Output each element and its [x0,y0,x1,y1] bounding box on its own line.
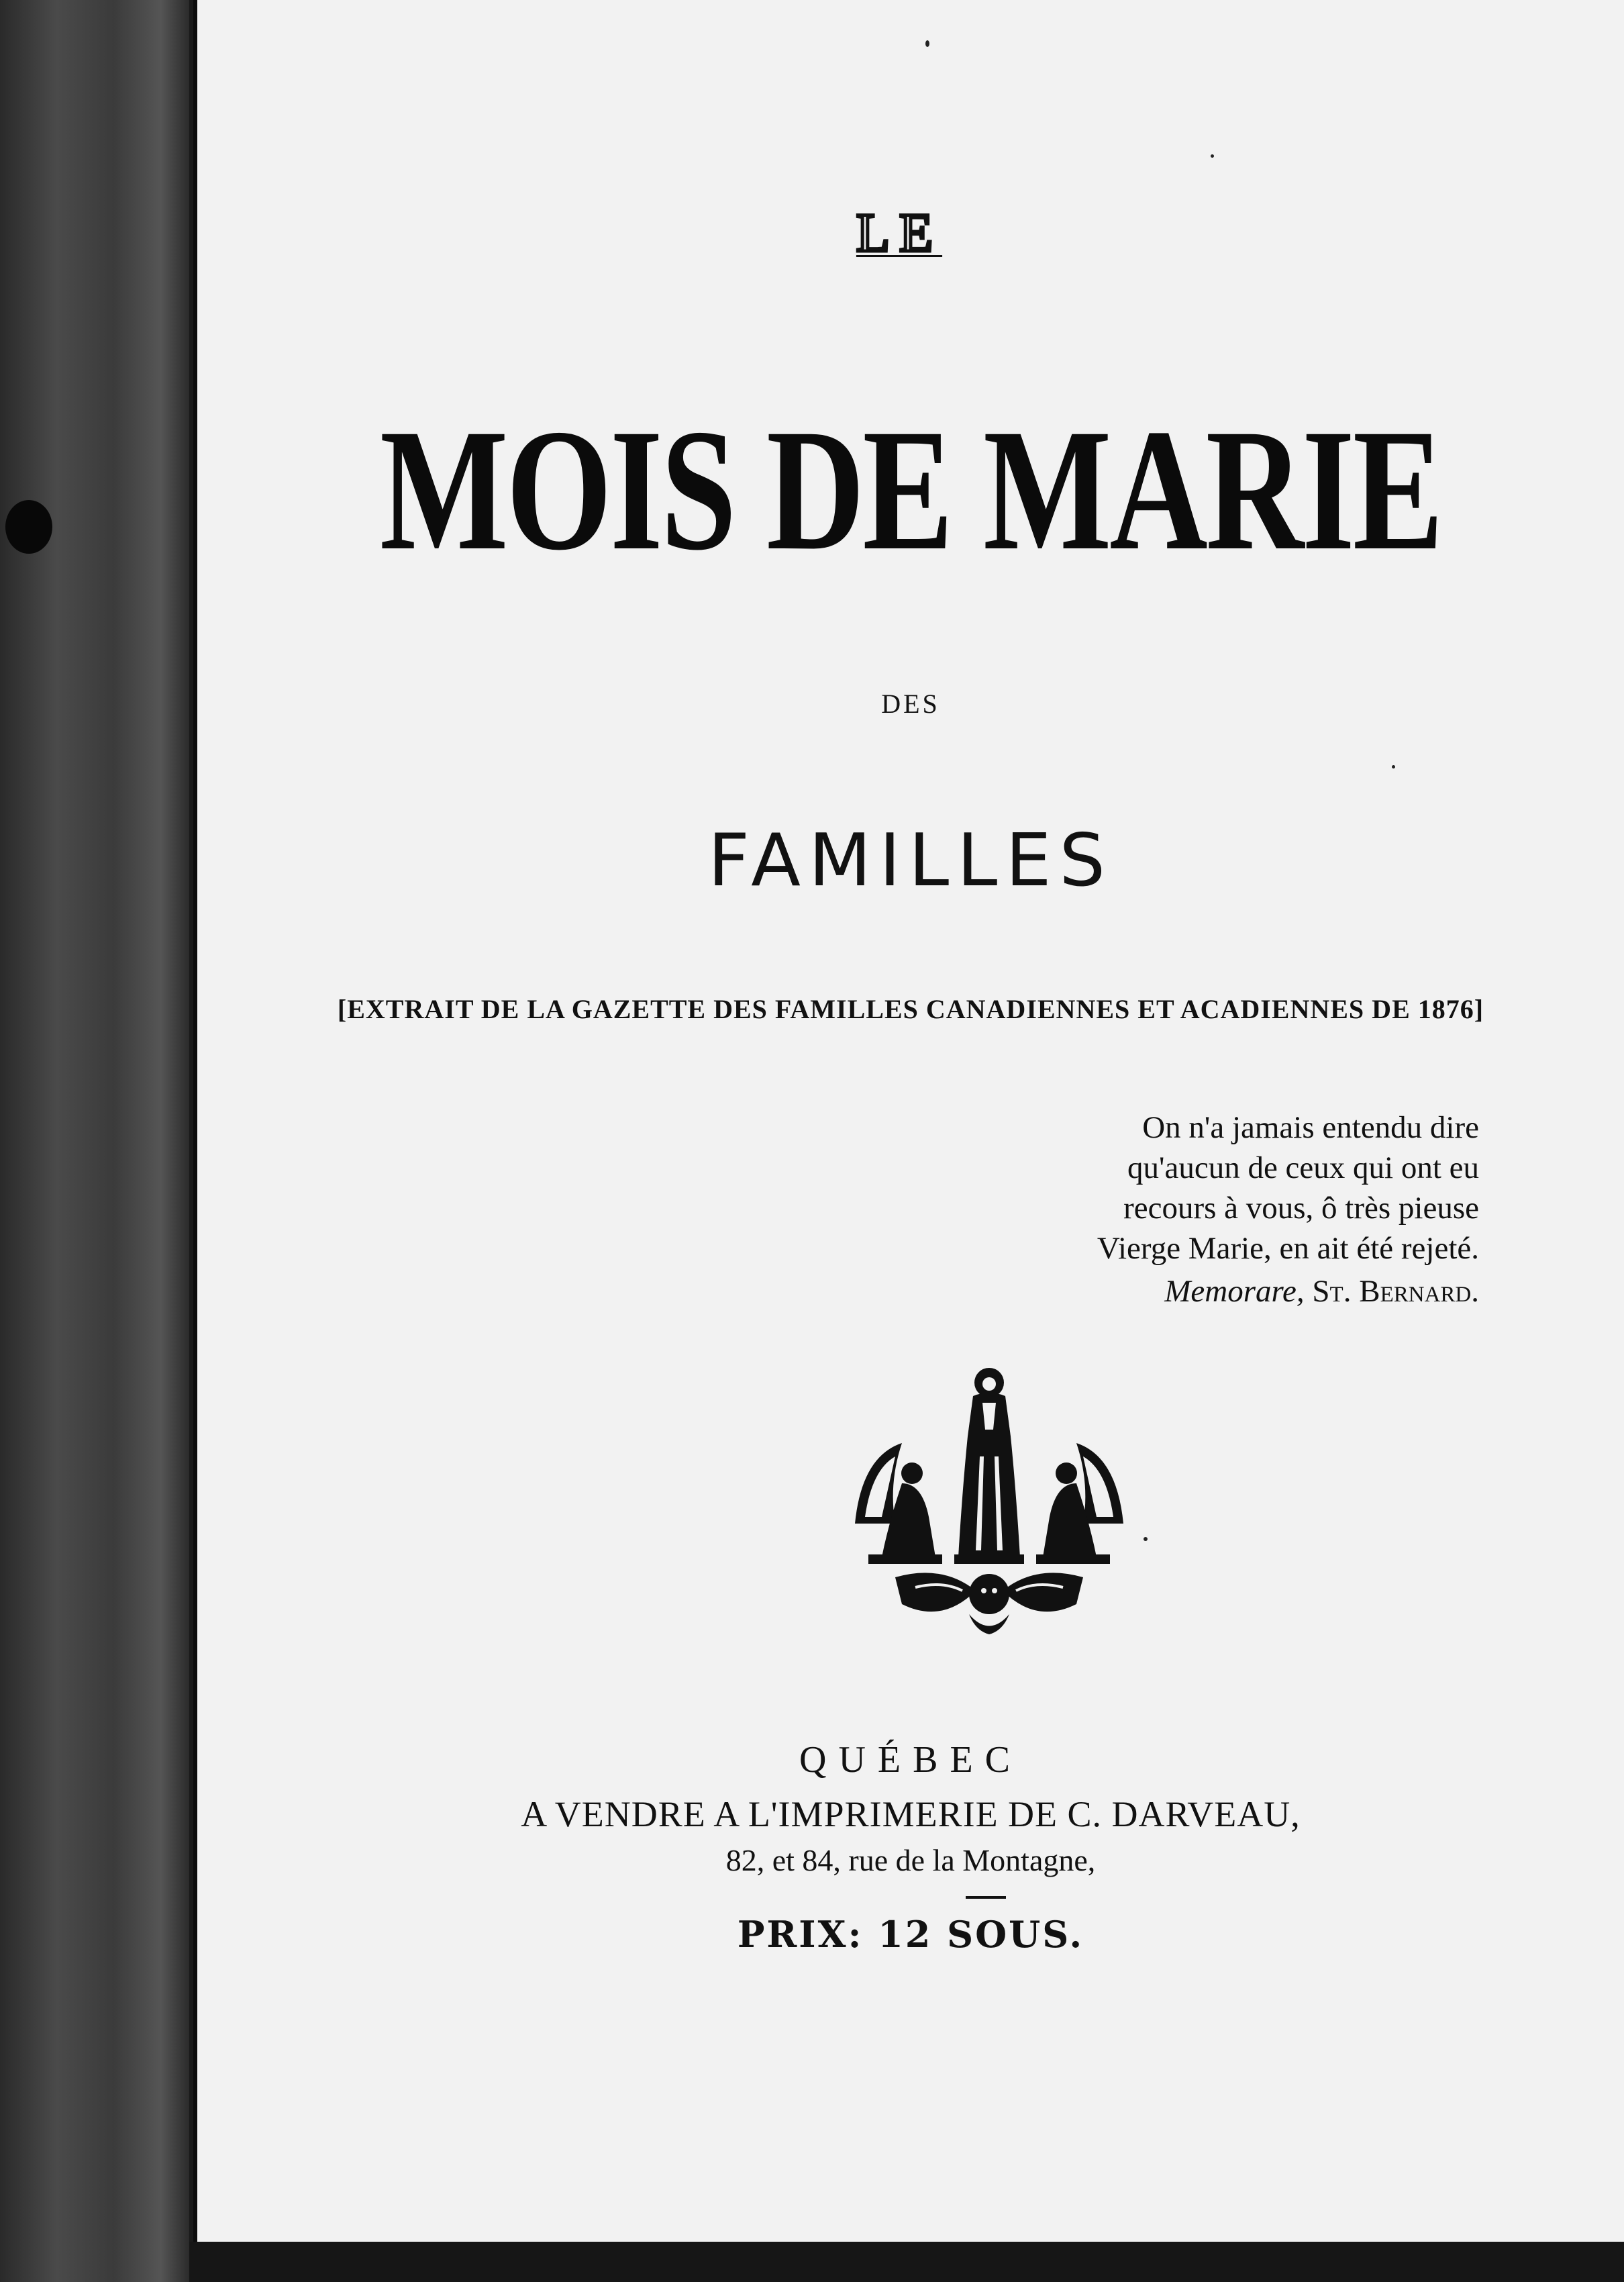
spine-ink-spot [5,500,52,554]
print-speck [1392,765,1395,768]
epigraph-line: recours à vous, ô très pieuse [1123,1191,1479,1226]
epigraph-source [875,1271,1479,1311]
subtitle: [EXTRAIT DE LA GAZETTE DES FAMILLES CANADIENNES ET ACADIENNES DE 1876] [337,994,1484,1024]
print-speck [1144,1537,1148,1541]
title-article: LE [856,202,943,263]
imprint-address: 82, et 84, rue de la Montagne, [725,1843,1096,1877]
epigraph-source-author: St. Bernard. [1312,1274,1479,1309]
epigraph [875,1107,1479,1311]
main-title: MOIS DE MARIE [380,393,1441,587]
print-speck [925,40,929,47]
book-spine [0,0,189,2282]
imprint-price: PRIX: 12 SOUS. [737,1913,1084,1956]
epigraph-line: On n'a jamais entendu dire [1142,1110,1479,1145]
epigraph-line: qu'aucun de ceux qui ont eu [1127,1150,1479,1185]
divider-rule [966,1896,1006,1899]
epigraph-source-work: Memorare, [1164,1274,1305,1309]
imprint-city: QUÉBEC [799,1739,1022,1781]
epigraph-line: Vierge Marie, en ait été rejeté. [1097,1231,1479,1266]
madonna-with-angels-icon [842,1356,1137,1638]
print-speck [1211,154,1214,158]
title-familles: FAMILLES [707,819,1114,903]
imprint-publisher: A VENDRE A L'IMPRIMERIE DE C. DARVEAU, [521,1794,1301,1834]
page-shadow [189,2242,1624,2282]
title-connector: DES [881,689,940,719]
title-page [193,0,1624,2242]
